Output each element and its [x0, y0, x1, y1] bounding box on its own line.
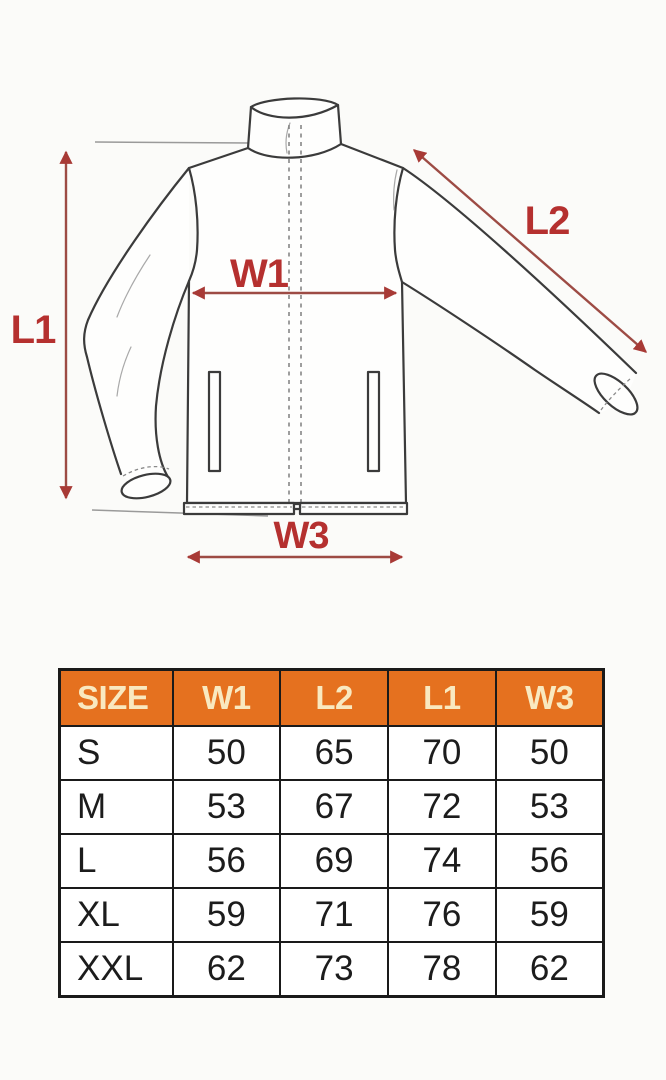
value-cell: 53 [173, 780, 281, 834]
value-cell: 56 [173, 834, 281, 888]
size-cell: XL [60, 888, 173, 942]
value-cell: 62 [173, 942, 281, 997]
value-cell: 76 [388, 888, 496, 942]
value-cell: 65 [280, 726, 388, 780]
jacket-right-sleeve [394, 168, 644, 421]
w3-label: W3 [273, 515, 329, 557]
value-cell: 56 [496, 834, 604, 888]
value-cell: 73 [280, 942, 388, 997]
value-cell: 70 [388, 726, 496, 780]
table-row [60, 942, 604, 997]
size-chart-body [60, 726, 604, 997]
l2-label: L2 [524, 199, 570, 243]
header-row [60, 670, 604, 727]
column-header-l2: L2 [280, 670, 388, 727]
value-cell: 59 [496, 888, 604, 942]
size-cell: M [60, 780, 173, 834]
table-row [60, 726, 604, 780]
value-cell: 67 [280, 780, 388, 834]
column-header-l1: L1 [388, 670, 496, 727]
value-cell: 69 [280, 834, 388, 888]
value-cell: 72 [388, 780, 496, 834]
value-cell: 53 [496, 780, 604, 834]
column-header-w3: W3 [496, 670, 604, 727]
value-cell: 50 [173, 726, 281, 780]
table-row [60, 888, 604, 942]
jacket-collar [248, 98, 341, 157]
value-cell: 62 [496, 942, 604, 997]
table-row [60, 780, 604, 834]
w1-label: W1 [230, 252, 288, 296]
table-row [60, 834, 604, 888]
column-header-size: SIZE [60, 670, 173, 727]
hem-band [184, 503, 407, 514]
left-pocket [209, 372, 220, 471]
right-pocket [368, 372, 379, 471]
value-cell: 74 [388, 834, 496, 888]
size-chart-table [58, 668, 605, 998]
size-chart-header [60, 670, 604, 727]
size-cell: S [60, 726, 173, 780]
value-cell: 78 [388, 942, 496, 997]
value-cell: 59 [173, 888, 281, 942]
l1-label: L1 [10, 308, 56, 352]
size-cell: XXL [60, 942, 173, 997]
value-cell: 50 [496, 726, 604, 780]
jacket-left-sleeve [84, 168, 189, 503]
jacket-body [187, 144, 406, 503]
size-cell: L [60, 834, 173, 888]
column-header-w1: W1 [173, 670, 281, 727]
value-cell: 71 [280, 888, 388, 942]
